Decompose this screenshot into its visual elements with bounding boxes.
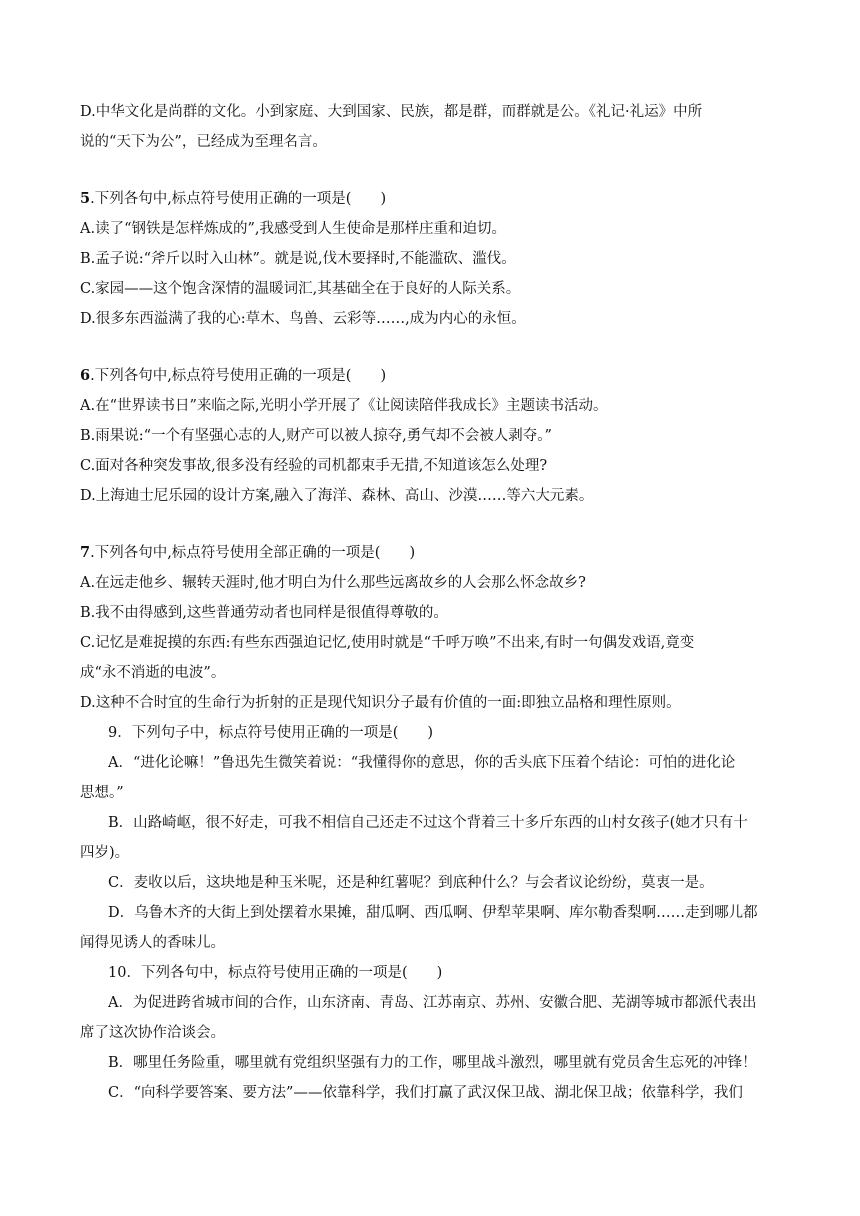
option-b: B.孟子说:“斧斤以时入山林”。就是说,伐木要择时,不能滥砍、滥伐。 [80,251,516,267]
option-c: C.家园——这个饱含深情的温暖词汇,其基础全在于良好的人际关系。 [80,281,521,297]
option-a: 思想。” [80,785,124,801]
question-stem-text: .下列各句中,标点符号使用正确的一项是( ) [90,368,387,384]
option-b: B.雨果说:“一个有坚强心志的人,财产可以被人掠夺,勇气却不会被人剥夺。” [80,428,552,444]
question-6-stem [80,366,785,386]
option-d: D.很多东西溢满了我的心:草木、鸟兽、云彩等……,成为内心的永恒。 [80,311,526,327]
option-d-line: D.中华文化是尚群的文化。小到家庭、大到国家、民族，都是群，而群就是公。《礼记·礼运》中所 [80,104,703,120]
option-b: 四岁)。 [80,845,130,861]
option-c: C.面对各种突发事故,很多没有经验的司机都束手无措,不知道该怎么处理? [80,458,548,474]
option-b: B．哪里任务险重，哪里就有党组织坚强有力的工作，哪里战斗激烈，哪里就有党员舍生忘死的冲锋！ [108,1055,757,1071]
option-d-line: 说的“天下为公”，已经成为至理名言。 [80,134,327,150]
question-7-stem [80,543,785,563]
option-b: B．山路崎岖，很不好走，可我不相信自己还走不过这个背着三十多斤东西的山村女孩子(她才只有十 [108,815,748,831]
option-a: A.在“世界读书日”来临之际,光明小学开展了《让阅读陪伴我成长》主题读书活动。 [80,398,608,414]
question-10-stem: 10．下列各句中，标点符号使用正确的一项是( ) [108,965,443,981]
option-c: C．“向科学要答案、要方法”——依靠科学，我们打赢了武汉保卫战、湖北保卫战；依靠科学，我们 [108,1085,743,1101]
question-stem-text: .下列各句中,标点符号使用正确的一项是( ) [90,191,387,207]
question-number: 7 [80,544,91,561]
option-d: D．乌鲁木齐的大街上到处摆着水果摊，甜瓜啊、西瓜啊、伊犁苹果啊、库尔勒香梨啊……走到哪儿都 [108,905,758,921]
option-c: 成“永不消逝的电波”。 [80,665,226,681]
question-9-stem: 9．下列句子中，标点符号使用正确的一项是( ) [108,725,434,741]
option-b: B.我不由得感到,这些普通劳动者也同样是很值得尊敬的。 [80,605,448,621]
question-number: 5 [80,190,91,207]
option-c: C．麦收以后，这块地是种玉米呢，还是种红薯呢？到底种什么？与会者议论纷纷，莫衷一是。 [108,875,714,891]
question-stem-text: .下列各句中,标点符号使用全部正确的一项是( ) [90,545,416,561]
option-a: 席了这次协作洽谈会。 [80,1025,225,1041]
option-a: A．“进化论嘛！”鲁迅先生微笑着说：“我懂得你的意思，你的舌头底下压着个结论：可怕的进化论 [108,755,736,771]
option-a: A．为促进跨省城市间的合作，山东济南、青岛、江苏南京、苏州、安徽合肥、芜湖等城市都派代表出 [108,995,757,1011]
option-d: D.这种不合时宜的生命行为折射的正是现代知识分子最有价值的一面:即独立品格和理性原则。 [80,695,681,711]
option-d: D.上海迪士尼乐园的设计方案,融入了海洋、森林、高山、沙漠……等六大元素。 [80,488,594,504]
option-c: C.记忆是难捉摸的东西:有些东西强迫记忆,使用时就是“千呼万唤”不出来,有时一句偶发戏语,竟变 [80,635,695,651]
question-5-stem [80,189,785,209]
question-number: 6 [80,367,91,384]
option-a: A.读了“钢铁是怎样炼成的”,我感受到人生使命是那样庄重和迫切。 [80,221,507,237]
option-a: A.在远走他乡、辗转天涯时,他才明白为什么那些远离故乡的人会那么怀念故乡? [80,575,586,591]
option-d: 闻得见诱人的香味儿。 [80,935,225,951]
